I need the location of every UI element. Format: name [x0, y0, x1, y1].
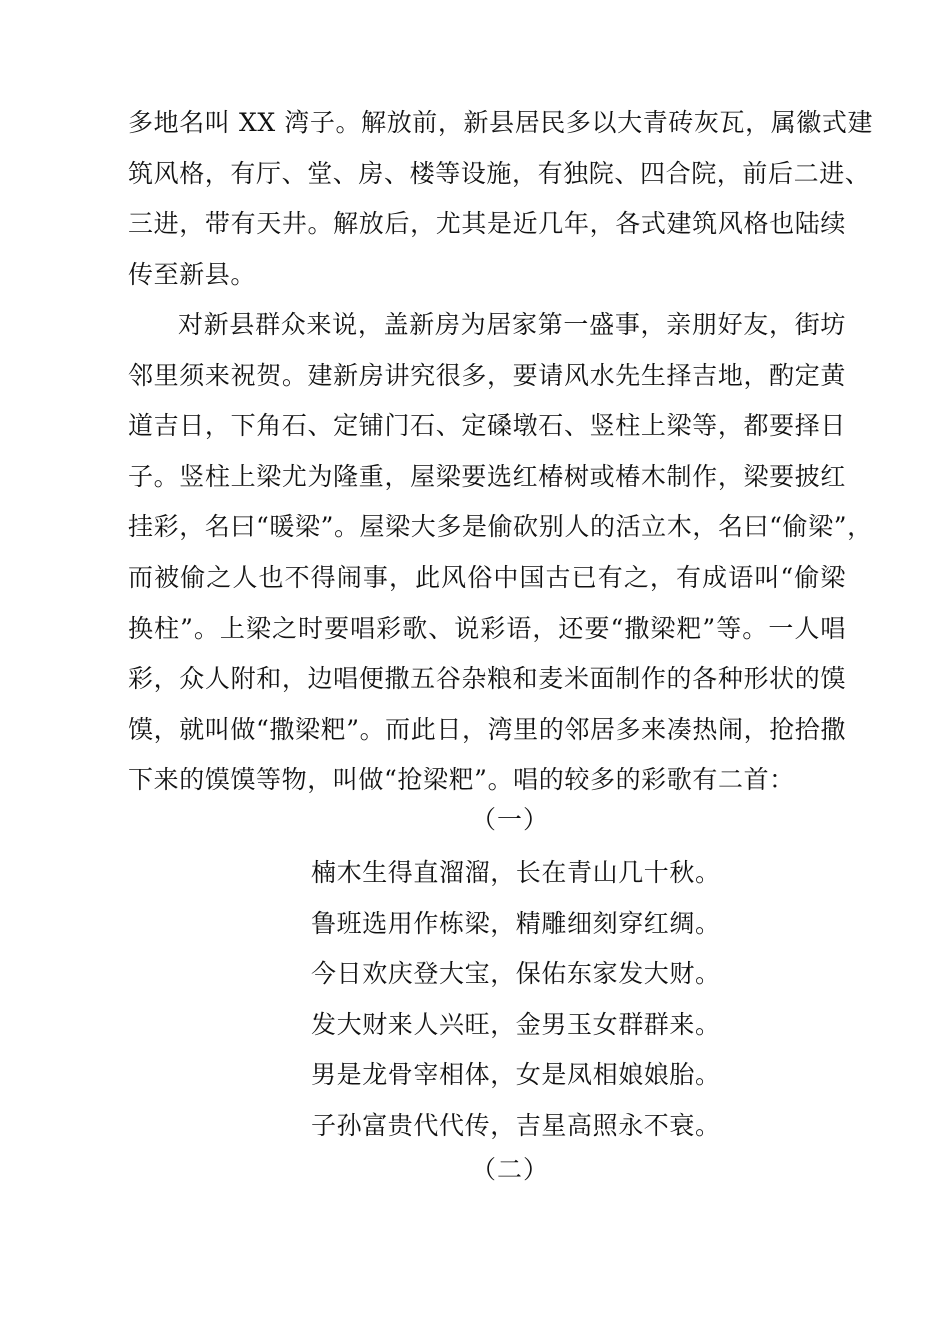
- verse-line: 鲁班选用作栋梁，精雕细刻穿红绸。: [311, 908, 721, 938]
- verse-line: 楠木生得直溜溜，长在青山几十秋。: [311, 858, 721, 887]
- paragraph-line: 三进，带有天井。解放后，尤其是近几年，各式建筑风格也陆续: [128, 209, 846, 239]
- paragraph-line: 挂彩，名曰“暖梁”。屋梁大多是偷砍别人的活立木，名曰“偷梁”，: [128, 512, 873, 542]
- paragraph-line: 道吉日，下角石、定铺门石、定磉墩石、竖柱上梁等，都要择日: [128, 411, 846, 441]
- paragraph-line: 下来的馍馍等物，叫做“抢梁粑”。唱的较多的彩歌有二首：: [128, 765, 795, 795]
- verse-line: 发大财来人兴旺，金男玉女群群来。: [311, 1009, 721, 1039]
- verse-line: 男是龙骨宰相体，女是凤相娘娘胎。: [311, 1060, 721, 1090]
- paragraph-line: 多地名叫 XX 湾子。解放前，新县居民多以大青砖灰瓦，属徽式建: [128, 108, 874, 137]
- song-one-verses: [311, 848, 721, 1152]
- verse-line: 子孙富贵代代传，吉星高照永不衰。: [311, 1110, 721, 1140]
- paragraph-line: 筑风格，有厅、堂、房、楼等设施，有独院、四合院，前后二进、: [128, 158, 871, 188]
- paragraph-line: 子。竖柱上梁尤为隆重，屋梁要选红椿树或椿木制作，梁要披红: [128, 461, 846, 491]
- paragraph-line: 传至新县。: [128, 259, 257, 289]
- paragraph-line: 对新县群众来说，盖新房为居家第一盛事，亲朋好友，街坊: [178, 310, 846, 339]
- paragraph-line: 换柱”。上梁之时要唱彩歌、说彩语，还要“撒梁粑”等。一人唱: [128, 613, 846, 643]
- song-one-heading: （一）: [470, 805, 549, 834]
- paragraph-new-house-customs: [128, 300, 873, 806]
- paragraph-line: 邻里须来祝贺。建新房讲究很多，要请风水先生择吉地，酌定黄: [128, 360, 846, 390]
- paragraph-architecture: [128, 98, 874, 300]
- verse-line: 今日欢庆登大宝，保佑东家发大财。: [311, 959, 721, 989]
- paragraph-line: 而被偷之人也不得闹事，此风俗中国古已有之，有成语叫“偷梁: [128, 562, 846, 592]
- paragraph-line: 馍，就叫做“撒梁粑”。而此日，湾里的邻居多来凑热闹，抢拾撒: [128, 714, 846, 744]
- song-two-heading: （二）: [470, 1155, 549, 1184]
- paragraph-line: 彩，众人附和，边唱便撒五谷杂粮和麦米面制作的各种形状的馍: [128, 664, 846, 694]
